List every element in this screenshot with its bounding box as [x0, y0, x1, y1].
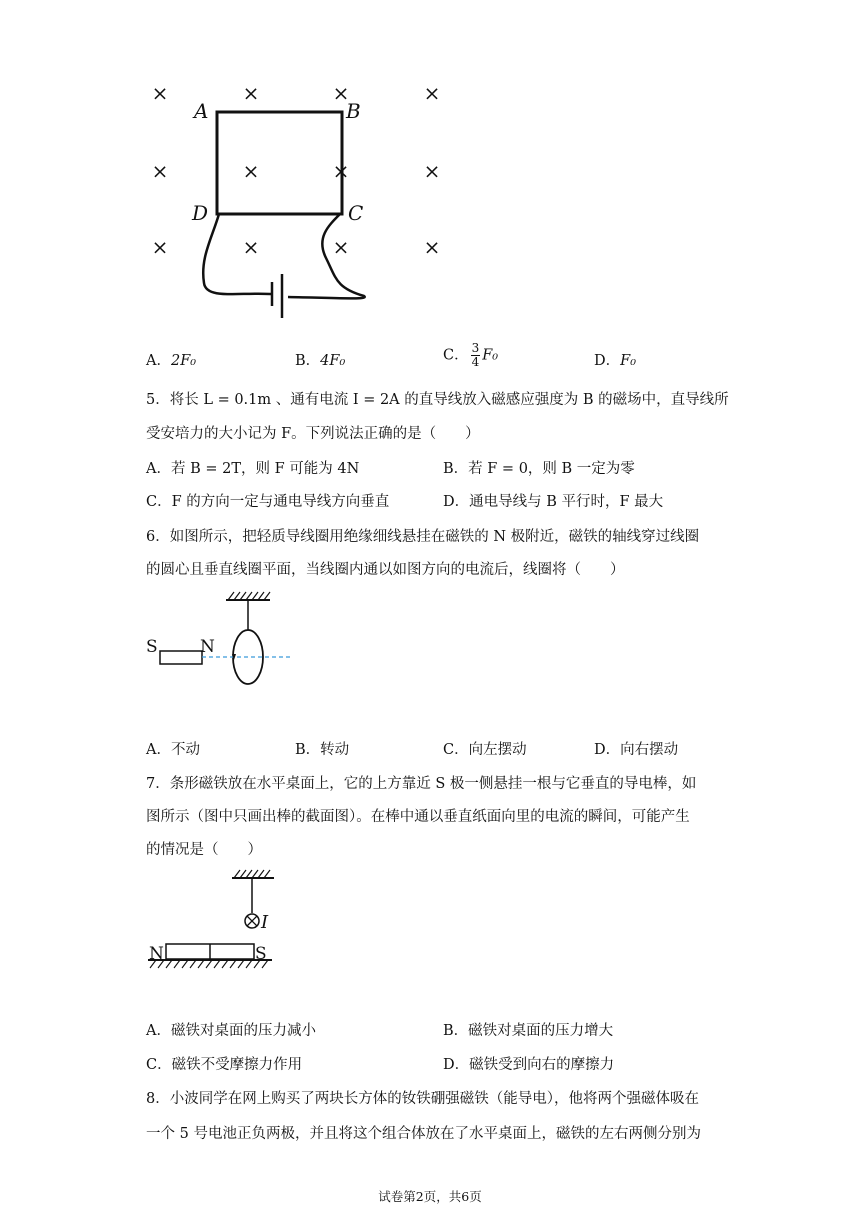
field-mark: ×	[151, 159, 169, 183]
option-text: 不动	[170, 742, 200, 758]
field-mark: ×	[423, 81, 441, 105]
option-text: 磁铁不受摩擦力作用	[171, 1057, 303, 1073]
option-key: B．	[443, 461, 469, 477]
option-text: 磁铁对桌面的压力减小	[170, 1023, 316, 1039]
bar-magnet	[160, 651, 202, 664]
q5-option-a[interactable]	[146, 457, 359, 478]
field-mark: ×	[242, 235, 260, 259]
fraction	[471, 342, 481, 369]
option-key: B．	[443, 1023, 469, 1039]
field-mark: ×	[423, 235, 441, 259]
figure-loop-in-field	[140, 78, 460, 328]
option-text: F₀	[620, 353, 637, 369]
option-key: C．	[146, 494, 172, 510]
option-key: A．	[146, 1023, 171, 1039]
q4-option-d[interactable]	[594, 349, 636, 370]
option-text: 向左摆动	[468, 742, 527, 758]
magnet-n-label: N	[149, 944, 164, 964]
q6-stem-line1: 6．如图所示，把轻质导线圈用绝缘细线悬挂在磁铁的 N 极附近，磁铁的轴线穿过线圈	[146, 529, 700, 545]
table-hatch	[150, 960, 268, 968]
field-mark: ×	[332, 81, 350, 105]
current-label: I	[261, 912, 269, 933]
option-key: C．	[443, 742, 469, 758]
fraction-numerator: 3	[471, 341, 480, 355]
label-b: B	[346, 99, 361, 123]
q6-stem-line2: 的圆心且垂直线圈平面，当线圈内通以如图方向的电流后，线圈将（ ）	[146, 562, 625, 578]
label-d: D	[192, 201, 209, 225]
option-text: F₀	[482, 347, 499, 364]
magnet-s-label: S	[146, 637, 158, 657]
q4-option-a[interactable]	[146, 349, 196, 370]
q7-option-c[interactable]	[146, 1053, 302, 1074]
figure-rod-above-magnet	[140, 866, 290, 978]
q5-option-b[interactable]	[443, 457, 635, 478]
option-text: 若 F = 0，则 B 一定为零	[468, 461, 635, 477]
q7-option-b[interactable]	[443, 1019, 613, 1040]
page-footer: 试卷第2页，共6页	[378, 1189, 482, 1204]
option-text: 2F₀	[170, 353, 197, 369]
field-mark: ×	[332, 159, 350, 183]
field-mark: ×	[151, 235, 169, 259]
field-mark: ×	[242, 159, 260, 183]
ceiling-hatch	[234, 870, 270, 878]
current-into-page-icon	[245, 914, 259, 928]
q8-stem-line2: 一个 5 号电池正负两极，并且将这个组合体放在了水平桌面上，磁铁的左右两侧分别为	[146, 1126, 701, 1142]
ceiling-hatch	[228, 592, 270, 600]
option-text: 若 B = 2T，则 F 可能为 4N	[170, 461, 360, 477]
option-key: C．	[146, 1057, 172, 1073]
magnet-s-label: S	[255, 944, 267, 964]
option-key: B．	[295, 742, 321, 758]
fraction-denominator: 4	[471, 355, 480, 369]
label-c: C	[348, 201, 364, 225]
field-mark: ×	[242, 81, 260, 105]
q4-option-c[interactable]	[443, 342, 498, 369]
option-key: C．	[443, 347, 469, 364]
field-mark: ×	[151, 81, 169, 105]
option-key: D．	[443, 494, 470, 510]
q7-stem-line1: 7．条形磁铁放在水平桌面上，它的上方靠近 S 极一侧悬挂一根与它垂直的导电棒，如	[146, 776, 697, 792]
option-text: 转动	[320, 742, 350, 758]
option-text: 磁铁受到向右的摩擦力	[469, 1057, 615, 1073]
q6-option-b[interactable]	[295, 738, 349, 759]
option-text: 通电导线与 B 平行时，F 最大	[469, 494, 664, 510]
option-text: 磁铁对桌面的压力增大	[468, 1023, 614, 1039]
square-loop	[217, 112, 342, 214]
q7-option-a[interactable]	[146, 1019, 316, 1040]
q5-option-d[interactable]	[443, 490, 663, 511]
q5-stem-line1: 5．将长 L = 0.1m 、通有电流 I = 2A 的直导线放入磁感应强度为 B 的磁场中，直导线所	[146, 392, 729, 408]
option-text: 4F₀	[320, 353, 346, 369]
option-key: A．	[146, 461, 171, 477]
option-text: 向右摆动	[620, 742, 679, 758]
lead-wire-left	[203, 214, 272, 294]
option-key: A．	[146, 742, 171, 758]
q5-stem-line2: 受安培力的大小记为 F。下列说法正确的是（ ）	[146, 426, 480, 442]
q7-stem-line3: 的情况是（ ）	[146, 842, 262, 858]
q5-option-c[interactable]	[146, 490, 389, 511]
figure-coil-near-magnet	[140, 588, 300, 698]
option-key: D．	[594, 742, 621, 758]
field-mark: ×	[332, 235, 350, 259]
q6-option-c[interactable]	[443, 738, 527, 759]
magnet-n-label: N	[200, 637, 215, 657]
q4-option-b[interactable]	[295, 349, 345, 370]
q6-option-d[interactable]	[594, 738, 678, 759]
label-a: A	[194, 99, 209, 123]
option-key: A．	[146, 353, 171, 369]
q8-stem-line1: 8．小波同学在网上购买了两块长方体的钕铁硼强磁铁（能导电），他将两个强磁体吸在	[146, 1091, 699, 1107]
option-key: D．	[443, 1057, 470, 1073]
lead-wire-right	[288, 214, 365, 298]
q6-option-a[interactable]	[146, 738, 200, 759]
option-key: D．	[594, 353, 621, 369]
q7-stem-line2: 图所示（图中只画出棒的截面图）。在棒中通以垂直纸面向里的电流的瞬间，可能产生	[146, 809, 690, 825]
field-mark: ×	[423, 159, 441, 183]
q7-option-d[interactable]	[443, 1053, 614, 1074]
option-text: F 的方向一定与通电导线方向垂直	[171, 494, 390, 510]
option-key: B．	[295, 353, 321, 369]
